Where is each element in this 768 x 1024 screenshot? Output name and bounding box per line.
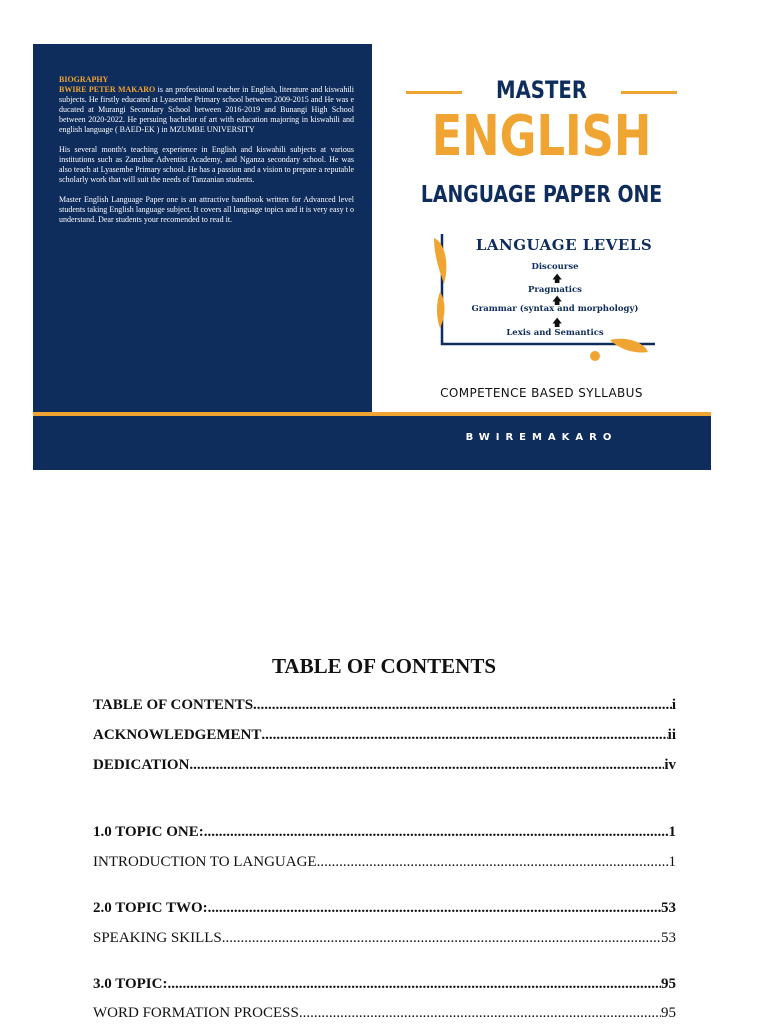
toc-entry[interactable] [93, 757, 676, 774]
toc-entry-label: DEDICATION [93, 757, 190, 773]
orange-blob-left [434, 238, 446, 284]
level-grammar: Grammar (syntax and morphology) [471, 304, 639, 314]
toc-entry-label: TABLE OF CONTENTS [93, 697, 254, 713]
toc-leader-dots [317, 854, 669, 871]
author-name: BWIRE PETER MAKARO [59, 85, 156, 94]
toc-entry[interactable] [93, 824, 676, 841]
level-discourse: Discourse [531, 262, 579, 272]
toc-entry[interactable] [93, 697, 676, 714]
toc-leader-dots [261, 727, 667, 744]
toc-leader-dots [222, 930, 661, 947]
toc-entry-label: INTRODUCTION TO LANGUAGE [93, 854, 317, 870]
toc-entry-page: 53 [661, 930, 676, 946]
toc-entry-page: ii [667, 727, 676, 743]
biography-heading: BIOGRAPHY [59, 75, 109, 84]
author-byline: BWIREMAKARO [465, 432, 618, 443]
toc-entry-label: WORD FORMATION PROCESS [93, 1005, 299, 1021]
toc-entry-label: ACKNOWLEDGEMENT [93, 727, 262, 743]
toc-leader-dots [208, 900, 661, 917]
front-cover-panel [372, 44, 711, 412]
syllabus-label: COMPETENCE BASED SYLLABUS [440, 386, 643, 400]
language-levels-title: LANGUAGE LEVELS [475, 236, 653, 254]
level-pragmatics: Pragmatics [528, 285, 582, 295]
title-language-paper-one: LANGUAGE PAPER ONE [420, 182, 663, 208]
language-levels-graphic [430, 232, 680, 362]
toc-entry[interactable] [93, 930, 676, 947]
toc-entry[interactable] [93, 727, 676, 744]
biography-paragraph-1 [59, 85, 354, 135]
toc-entry-page: 95 [661, 976, 676, 992]
up-arrow-icon: 🡅 [552, 318, 563, 329]
back-cover-panel [33, 44, 372, 412]
toc-leader-dots [299, 1005, 661, 1022]
up-arrow-icon: 🡅 [552, 274, 563, 285]
biography-paragraph-3: Master English Language Paper one is an attractive handbook written for Advanced level students taking English language subject. It covers all language topics and it is very easy t o understand. Dear students your recomended to read it. [59, 195, 354, 224]
toc-entry[interactable] [93, 976, 676, 993]
toc-entry-page: 1 [668, 824, 676, 840]
toc-entry-page: 95 [661, 1005, 676, 1021]
toc-entry-label: SPEAKING SKILLS [93, 930, 222, 946]
biography-text-1: is an professional teacher in English, literature and kiswahili subjects. He firstly educated at Lyasembe Primary school between 2009-2015 and He was e ducated at Murangi Secondary School between 2016-2019 and Bunangi High School between 2020-2022. He persuing bachelor of art with education majoring in kiswahili and english language ( BAED-EK ) in MZUMBE UNIVERSITY [59, 85, 355, 134]
title-english: ENGLISH [431, 104, 652, 169]
level-lexis-semantics: Lexis and Semantics [506, 328, 604, 338]
bottom-band [33, 416, 711, 470]
orange-dot [590, 351, 600, 361]
toc-entry[interactable] [93, 900, 676, 917]
book-cover [33, 44, 711, 470]
up-arrow-icon: 🡅 [552, 296, 563, 307]
toc-leader-dots [253, 697, 672, 714]
orange-blob-bottom-right [610, 339, 648, 353]
toc-entry-label: 1.0 TOPIC ONE: [93, 824, 204, 840]
toc-leader-dots [167, 976, 661, 993]
toc-entry-page: 1 [668, 854, 676, 870]
toc-leader-dots [204, 824, 669, 841]
toc-title: TABLE OF CONTENTS [271, 654, 497, 678]
toc-entry-page: 53 [661, 900, 676, 916]
toc-entry-label: 2.0 TOPIC TWO: [93, 900, 208, 916]
toc-entry-page: i [671, 697, 676, 713]
toc-entry[interactable] [93, 1005, 676, 1022]
toc-entry[interactable] [93, 854, 676, 871]
title-master: MASTER [495, 76, 588, 104]
toc-leader-dots [189, 757, 664, 774]
toc-entry-label: 3.0 TOPIC: [93, 976, 168, 992]
orange-blob-left-small [437, 292, 445, 328]
toc-entry-page: iv [664, 757, 676, 773]
biography-paragraph-2: His several month's teaching experience in English and kiswahili subjects at various institutions such as Zanzibar Adventist Academy, and Nganza secondary school. He was also teach at Lyasembe Primary school. He has a passion and a vision to prepare a reputable scholarly work that will suit the needs of Tanzanian students. [59, 145, 354, 184]
